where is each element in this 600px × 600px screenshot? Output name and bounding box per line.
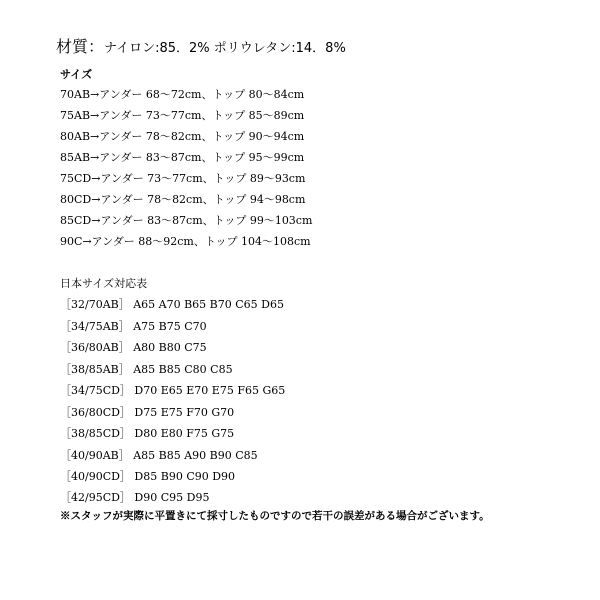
japan-size-line: ［40/90CD］ D85 B90 C90 D90 — [60, 470, 236, 483]
japan-size-line: ［40/90AB］ A85 B85 A90 B90 C85 — [60, 449, 258, 462]
size-line: 80CD→アンダー 78～82cm、トップ 94～98cm — [60, 193, 306, 206]
japan-size-line: ［38/85CD］ D80 E80 F75 G75 — [60, 427, 235, 440]
japan-size-line: ［36/80AB］ A80 B80 C75 — [60, 341, 207, 354]
japan-size-line: ［38/85AB］ A85 B85 C80 C85 — [60, 363, 233, 376]
material-label: 材質： — [56, 37, 105, 56]
japan-size-line: ［34/75CD］ D70 E65 E70 E75 F65 G65 — [60, 384, 286, 397]
size-line: 85CD→アンダー 83～87cm、トップ 99～103cm — [60, 214, 313, 227]
measurement-note: ※スタッフが実際に平置きにて採寸したものですので若干の誤差がある場合がございます。 — [60, 510, 490, 522]
size-line: 80AB→アンダー 78～82cm、トップ 90～94cm — [60, 130, 305, 143]
japan-size-line: ［36/80CD］ D75 E75 F70 G70 — [60, 406, 235, 419]
japan-size-line: ［42/95CD］ D90 C95 D95 — [60, 491, 210, 504]
size-line: 75AB→アンダー 73～77cm、トップ 85～89cm — [60, 109, 305, 122]
material-line — [56, 34, 346, 57]
size-section-title: サイズ — [60, 68, 93, 81]
japan-size-line: ［34/75AB］ A75 B75 C70 — [60, 320, 207, 333]
size-line: 70AB→アンダー 68～72cm、トップ 80～84cm — [60, 88, 305, 101]
japan-size-line: ［32/70AB］ A65 A70 B65 B70 C65 D65 — [60, 298, 284, 311]
size-line: 85AB→アンダー 83～87cm、トップ 95～99cm — [60, 151, 305, 164]
japan-size-section-title: 日本サイズ対応表 — [60, 277, 148, 290]
material-value: ナイロン:85．2% ポリウレタン:14．8% — [104, 41, 346, 56]
size-line: 90C→アンダー 88～92cm、トップ 104～108cm — [60, 235, 311, 248]
size-line: 75CD→アンダー 73～77cm、トップ 89～93cm — [60, 172, 306, 185]
